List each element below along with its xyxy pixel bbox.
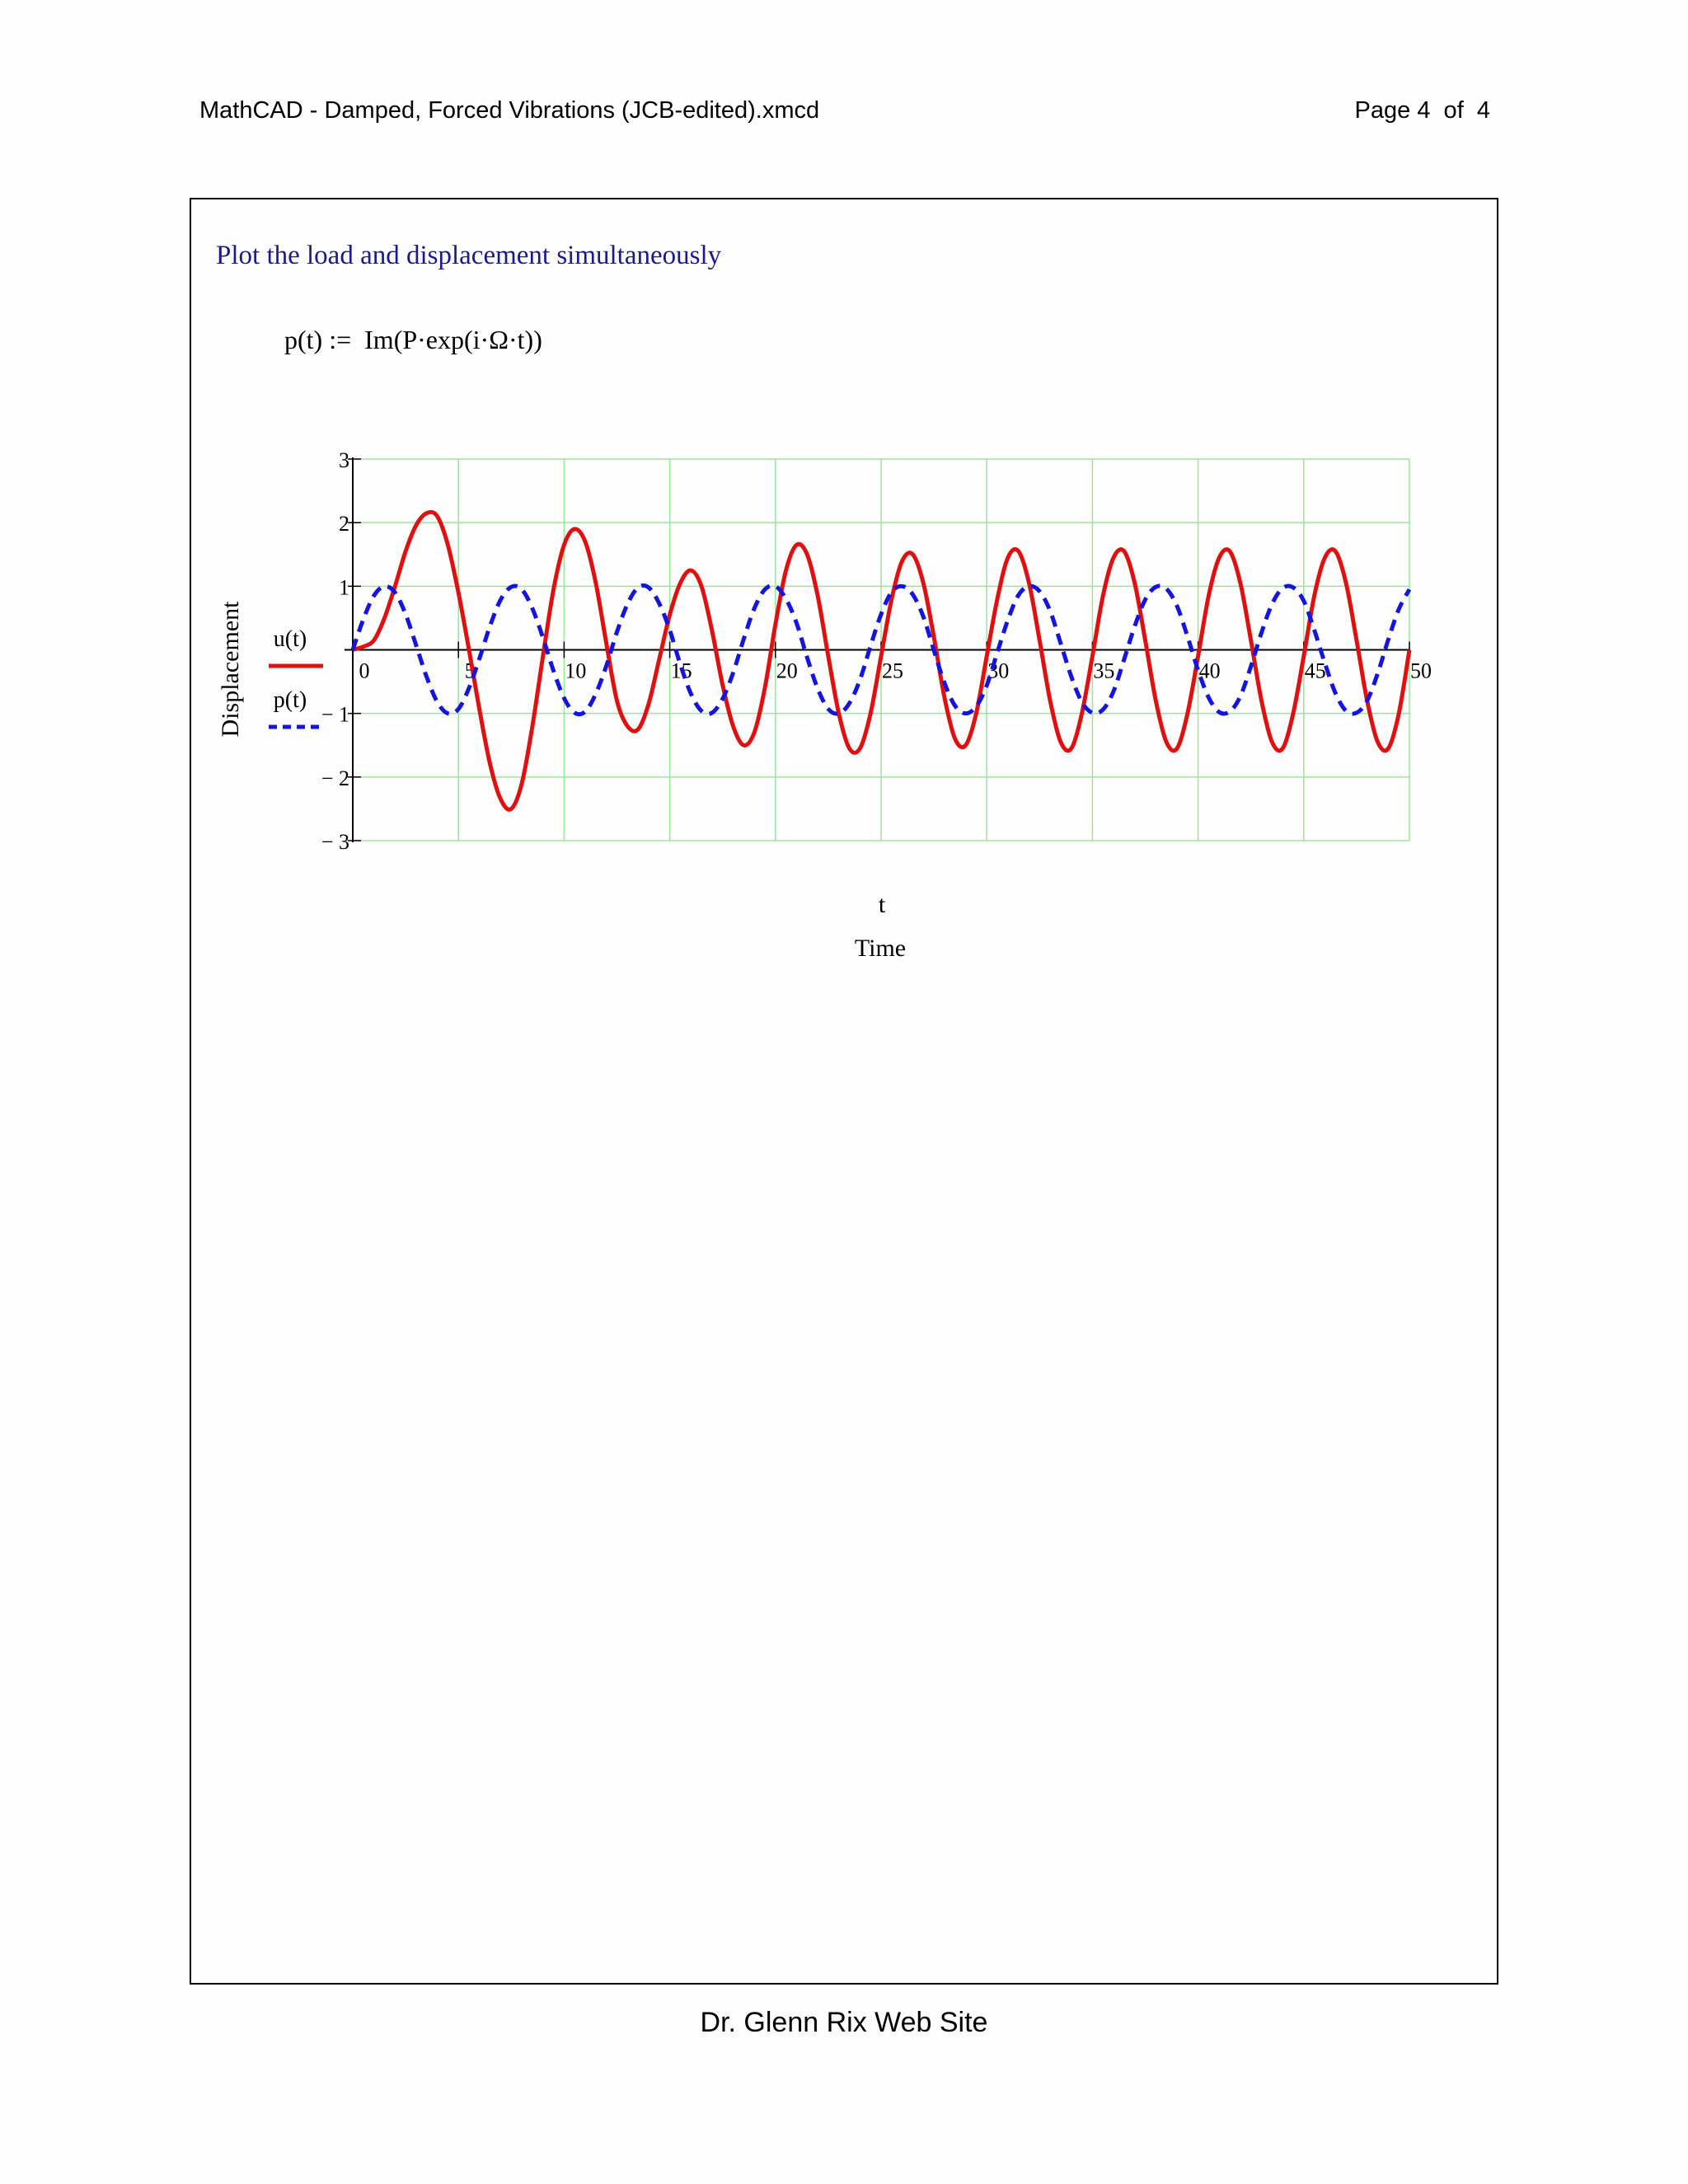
y-tick-label: − 2	[321, 766, 349, 790]
y-tick-label: 3	[339, 448, 349, 472]
x-tick-label: 35	[1093, 658, 1115, 683]
load-displacement-plot[interactable]	[191, 199, 1498, 1024]
plot-axes	[345, 457, 1409, 842]
document-title: MathCAD - Damped, Forced Vibrations (JCB-edited).xmcd	[199, 97, 820, 124]
x-axis-variable: t	[878, 891, 886, 918]
y-tick-label: 2	[339, 512, 349, 537]
section-heading: Plot the load and displacement simultaneously	[216, 241, 722, 270]
site-footer: Dr. Glenn Rix Web Site	[700, 2007, 988, 2038]
x-tick-label: 20	[776, 658, 798, 683]
y-tick-label: 1	[339, 575, 349, 600]
y-tick-label: − 1	[321, 702, 349, 727]
x-tick-label: 5	[464, 658, 476, 683]
plot-legend	[269, 626, 323, 727]
x-tick-label: 15	[670, 658, 692, 683]
y-axis-label: Displacement	[217, 601, 244, 738]
worksheet-frame	[190, 198, 1498, 1985]
load-formula: p(t) := Im(P·exp(i·Ω·t))	[284, 325, 542, 354]
x-tick-label: 10	[565, 658, 587, 683]
x-tick-label: 45	[1304, 658, 1326, 683]
x-tick-label: 30	[987, 658, 1010, 683]
plot-ticks	[321, 448, 1432, 854]
page-number: Page 4 of 4	[1354, 97, 1490, 124]
x-tick-label: 25	[882, 658, 903, 683]
y-tick-label: − 3	[321, 830, 349, 854]
x-axis-label: Time	[854, 935, 907, 962]
x-tick-label: 50	[1410, 658, 1432, 683]
legend-label: p(t)	[273, 687, 307, 713]
x-tick-label: 40	[1198, 658, 1221, 683]
x-tick-label: 0	[359, 658, 370, 683]
legend-label: u(t)	[273, 626, 307, 652]
